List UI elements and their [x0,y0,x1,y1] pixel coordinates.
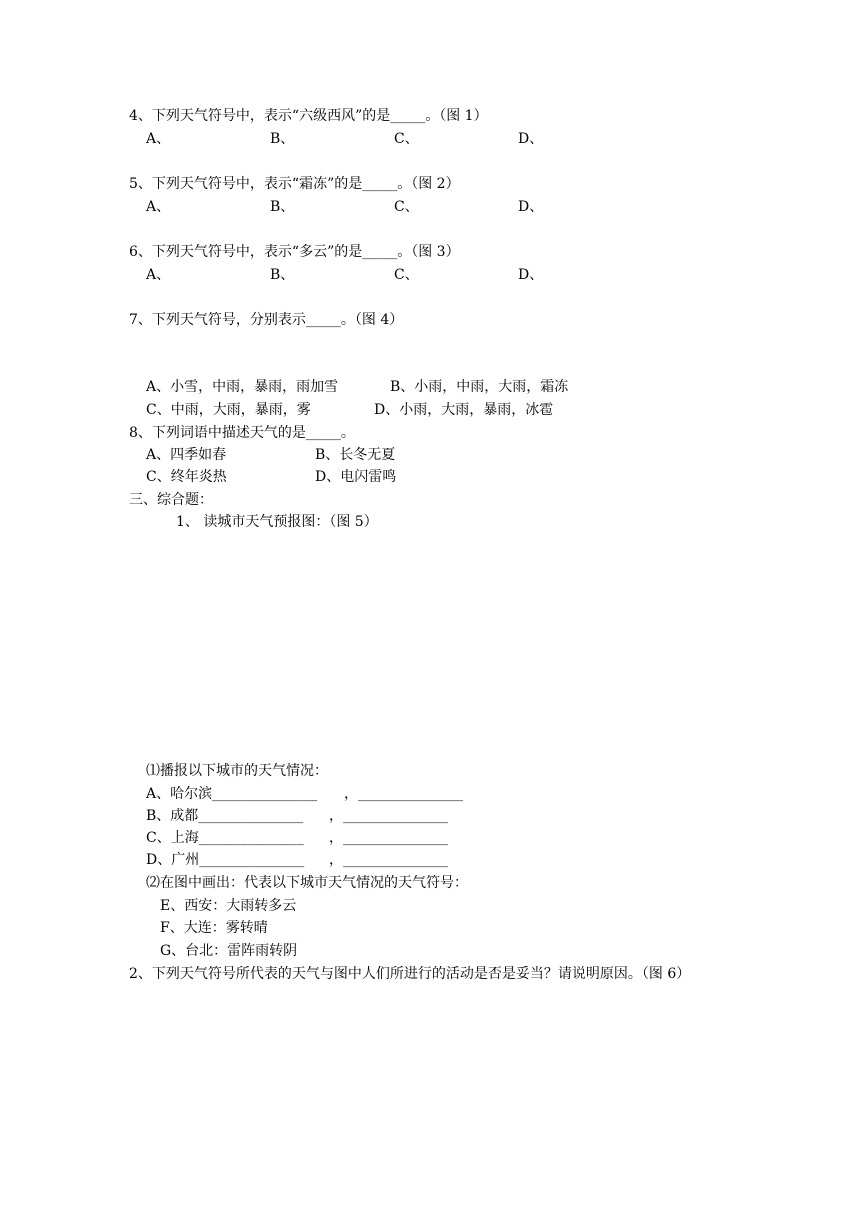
question-6-option-a: A、 [146,267,171,283]
question-8-option-c: C、终年炎热 [146,469,227,485]
question-5-option-c: C、 [394,199,419,215]
question-7-option-d: D、小雨，大雨，暴雨，冰雹 [374,402,554,418]
question-8-option-a: A、四季如春 [146,447,227,463]
question-4-option-b: B、 [270,131,295,147]
question-5-option-a: A、 [146,199,171,215]
sub-question-1-heading: ⑴播报以下城市的天气情况： [146,763,328,779]
section-3-item-1: 1、 读城市天气预报图：（图 5） [176,514,378,530]
city-b-blank: ，_______________ [329,808,448,824]
question-7-stem: 7、下列天气符号，分别表示_____。（图 4） [129,312,404,328]
question-5-option-b: B、 [270,199,295,215]
city-b-label: B、成都_______________ [146,808,304,824]
draw-item-f: F、大连：雾转晴 [160,920,268,936]
city-d-label: D、广州_______________ [146,852,305,868]
question-6-option-c: C、 [394,267,419,283]
question-8-option-d: D、电闪雷鸣 [315,469,397,485]
question-7-option-c: C、中雨，大雨，暴雨，雾 [146,402,311,418]
question-4-option-d: D、 [518,131,544,147]
section-3-item-2: 2、下列天气符号所代表的天气与图中人们所进行的活动是否是妥当？请说明原因。（图 6） [129,966,691,982]
question-6-option-b: B、 [270,267,295,283]
section-3-heading: 三、综合题： [129,492,213,508]
question-4-option-c: C、 [394,131,419,147]
question-6-option-d: D、 [518,267,544,283]
question-8-stem: 8、下列词语中描述天气的是_____。 [129,425,355,441]
question-4-option-a: A、 [146,131,171,147]
sub-question-2-heading: ⑵在图中画出：代表以下城市天气情况的天气符号： [146,875,468,891]
question-8-option-b: B、长冬无夏 [315,447,396,463]
question-4-stem: 4、下列天气符号中，表示“六级西风”的是_____。（图 1） [129,108,488,124]
question-5-option-d: D、 [518,199,544,215]
question-7-option-a: A、小雪，中雨，暴雨，雨加雪 [146,379,339,395]
city-d-blank: ，_______________ [329,852,448,868]
question-7-option-b: B、小雨，中雨，大雨，霜冻 [390,379,569,395]
city-a-label: A、哈尔滨_______________ [146,786,318,802]
question-5-stem: 5、下列天气符号中，表示“霜冻”的是_____。（图 2） [129,176,460,192]
city-c-blank: ，_______________ [329,830,448,846]
draw-item-e: E、西安：大雨转多云 [160,898,297,914]
city-a-blank: ，_______________ [344,786,463,802]
question-6-stem: 6、下列天气符号中，表示“多云”的是_____。（图 3） [129,244,460,260]
draw-item-g: G、台北：雷阵雨转阴 [160,943,298,959]
city-c-label: C、上海_______________ [146,830,304,846]
